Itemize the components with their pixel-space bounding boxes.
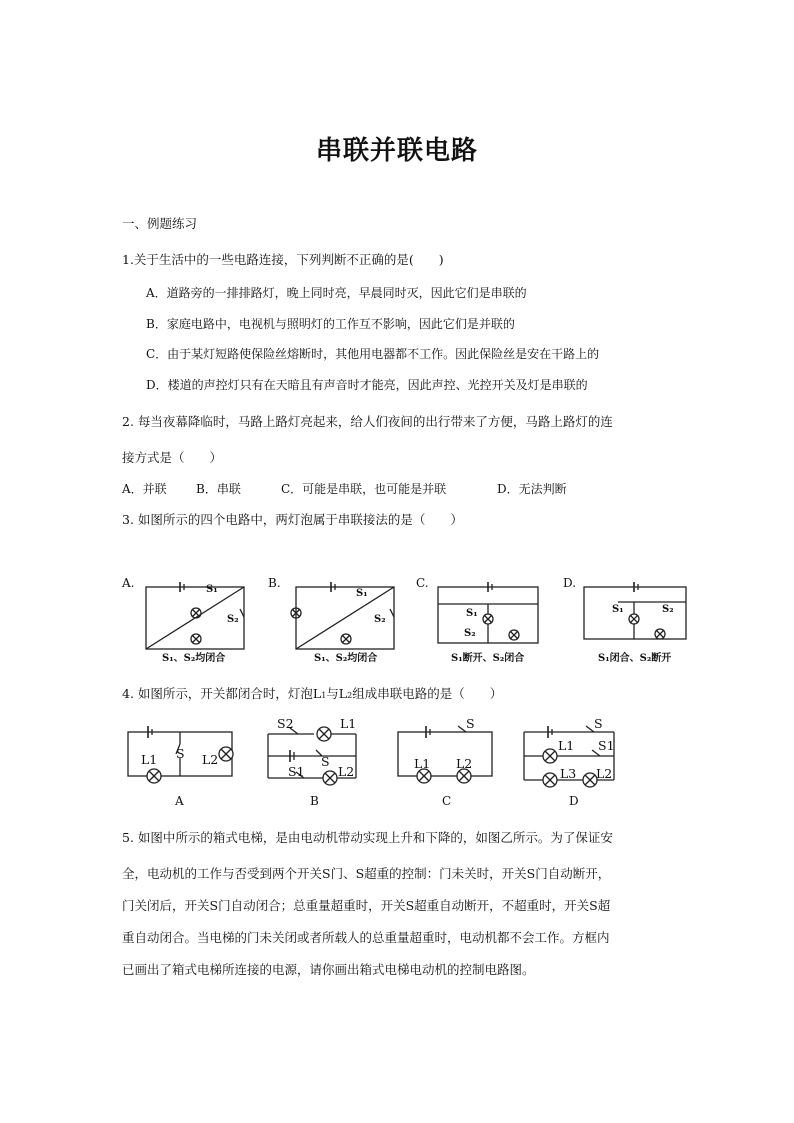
question-2-option-d: D．无法判断 — [497, 482, 567, 496]
question-2-option-a: A．并联 — [122, 482, 167, 496]
q4b-s1-label: S1 — [288, 764, 305, 779]
q4b-l2-label: L2 — [338, 764, 355, 779]
q3-caption-c: S₁断开、S₂闭合 — [451, 653, 525, 664]
q4a-l2-label: L2 — [202, 752, 219, 767]
q4b-l1-label: L1 — [340, 716, 357, 731]
q4-label-a: A — [175, 794, 184, 808]
q3-caption-a: S₁、S₂均闭合 — [162, 653, 226, 664]
q3a-s1-label: S₁ — [206, 584, 218, 595]
q3c-s1-label: S₁ — [466, 608, 478, 619]
question-2-option-b: B．串联 — [196, 482, 241, 496]
q4a-l1-label: L1 — [141, 752, 158, 767]
q3-label-a: A. — [122, 576, 135, 590]
question-5-line-1: 5. 如图中所示的箱式电梯，是由电动机带动实现上升和下降的，如图乙所示。为了保证安 — [122, 830, 613, 845]
section-heading: 一、例题练习 — [122, 216, 198, 231]
q3c-s2-label: S₂ — [464, 628, 476, 639]
question-5-line-2: 全，电动机的工作与否受到两个开关S门、S超重的控制：门未关时，开关S门自动断开， — [122, 866, 611, 881]
q4b-s-label: S — [321, 754, 330, 769]
q3b-s2-label: S₂ — [374, 614, 386, 625]
q4b-s2-label: S2 — [277, 716, 294, 731]
question-3-stem: 3. 如图所示的四个电路中，两灯泡属于串联接法的是（ ） — [122, 512, 463, 527]
circuit-c — [438, 582, 538, 643]
q3-label-b: B. — [268, 576, 281, 590]
q4-label-b: B — [310, 794, 319, 808]
q4d-l1-label: L1 — [558, 738, 575, 753]
q3-caption-d: S₁闭合、S₂断开 — [598, 653, 672, 664]
question-1-option-a: A．道路旁的一排排路灯，晚上同时亮，早晨同时灭，因此它们是串联的 — [146, 286, 527, 300]
page-title: 串联并联电路 — [315, 136, 478, 166]
q4d-s-label: S — [594, 716, 603, 731]
question-1-stem: 1.关于生活中的一些电路连接，下列判断不正确的是( ) — [122, 252, 444, 267]
q4c-l1-label: L1 — [414, 756, 431, 771]
question-5-line-3: 门关闭后，开关S门自动闭合；总重量超重时，开关S超重自动断开，不超重时，开关S超 — [122, 898, 611, 913]
question-5-line-5: 已画出了箱式电梯所连接的电源，请你画出箱式电梯电动机的控制电路图。 — [122, 962, 535, 977]
q4d-l2-label: L2 — [596, 766, 613, 781]
question-2-option-c: C．可能是串联，也可能是并联 — [281, 482, 447, 496]
q4a-s-label: S — [176, 746, 185, 761]
question-4-stem: 4. 如图所示，开关都闭合时，灯泡L1与L2组成串联电路的是（ ） — [122, 686, 503, 701]
q4c-s-label: S — [466, 716, 475, 731]
q3b-s1-label: S₁ — [356, 588, 368, 599]
q4-circuit-c — [398, 726, 492, 783]
q4d-l3-label: L3 — [560, 766, 577, 781]
q4-label-d: D — [569, 794, 579, 808]
question-5-line-4: 重自动闭合。当电梯的门未关闭或者所载人的总重量超重时，电动机都不会工作。方框内 — [122, 930, 610, 945]
question-1-option-b: B．家庭电路中，电视机与照明灯的工作互不影响，因此它们是并联的 — [146, 317, 515, 331]
q3a-s2-label: S₂ — [227, 614, 239, 625]
q4c-l2-label: L2 — [456, 756, 473, 771]
q3-label-d: D. — [563, 576, 577, 590]
question-2-line-2: 接方式是（ ） — [122, 450, 223, 465]
q3d-s1-label: S₁ — [612, 604, 624, 615]
question-1-option-c: C．由于某灯短路使保险丝熔断时，其他用电器都不工作。因此保险丝是安在干路上的 — [146, 347, 600, 361]
q3-caption-b: S₁、S₂均闭合 — [314, 653, 378, 664]
q4-label-c: C — [442, 794, 452, 808]
question-2-line-1: 2. 每当夜幕降临时，马路上路灯亮起来，给人们夜间的出行带来了方便，马路上路灯的连 — [122, 414, 613, 429]
q3d-s2-label: S₂ — [662, 604, 674, 615]
q3-label-c: C. — [416, 576, 429, 590]
q4d-s1-label: S1 — [598, 738, 615, 753]
question-1-option-d: D．楼道的声控灯只有在天暗且有声音时才能亮，因此声控、光控开关及灯是串联的 — [146, 378, 588, 392]
